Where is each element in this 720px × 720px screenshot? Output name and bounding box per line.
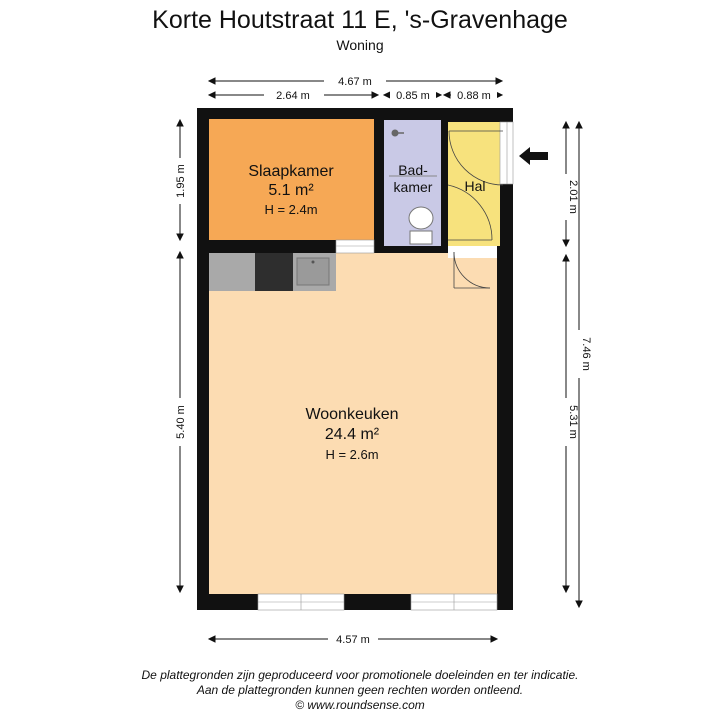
dim-right-total: 7.46 m: [580, 337, 592, 371]
dim-right-lower: 5.31 m: [567, 405, 579, 439]
dim-top-right: 0.88 m: [457, 90, 491, 102]
dim-top-left: 2.64 m: [276, 90, 310, 102]
kitchen-counter: [209, 253, 336, 291]
page-subtitle: Woning: [336, 37, 384, 53]
woonkeuken-height: H = 2.6m: [325, 447, 379, 462]
page-title: Korte Houtstraat 11 E, 's-Gravenhage: [152, 6, 568, 34]
disclaimer-footer: [0, 668, 720, 713]
dim-top-total: 4.67 m: [338, 76, 372, 88]
dim-bottom: 4.57 m: [336, 634, 370, 646]
dim-right-upper: 2.01 m: [567, 180, 579, 214]
slaapkamer-name: Slaapkamer: [248, 163, 334, 180]
toilet-icon: [409, 207, 433, 244]
hal-name: Hal: [464, 178, 486, 194]
badkamer-name-line1: Bad-: [398, 162, 428, 178]
room-woonkeuken: [209, 253, 497, 594]
woonkeuken-area: 24.4 m²: [324, 426, 380, 443]
entrance-arrow-icon: [519, 147, 548, 165]
slaapkamer-height: H = 2.4m: [264, 202, 318, 217]
dim-left-lower: 5.40 m: [175, 405, 187, 439]
disclaimer-line-2: Aan de plattegronden kunnen geen rechten worden ontleend.: [196, 683, 524, 697]
bedroom-door-opening: [336, 240, 374, 253]
disclaimer-line-1: De plattegronden zijn geproduceerd voor promotionele doeleinden en ter indicatie.: [141, 668, 579, 682]
dim-top-mid: 0.85 m: [396, 90, 430, 102]
copyright-line: © www.roundsense.com: [295, 698, 425, 712]
badkamer-name-line2: kamer: [393, 179, 433, 195]
woonkeuken-name: Woonkeuken: [305, 406, 399, 423]
dim-left-upper: 1.95 m: [175, 164, 187, 198]
slaapkamer-area: 5.1 m²: [268, 182, 314, 199]
